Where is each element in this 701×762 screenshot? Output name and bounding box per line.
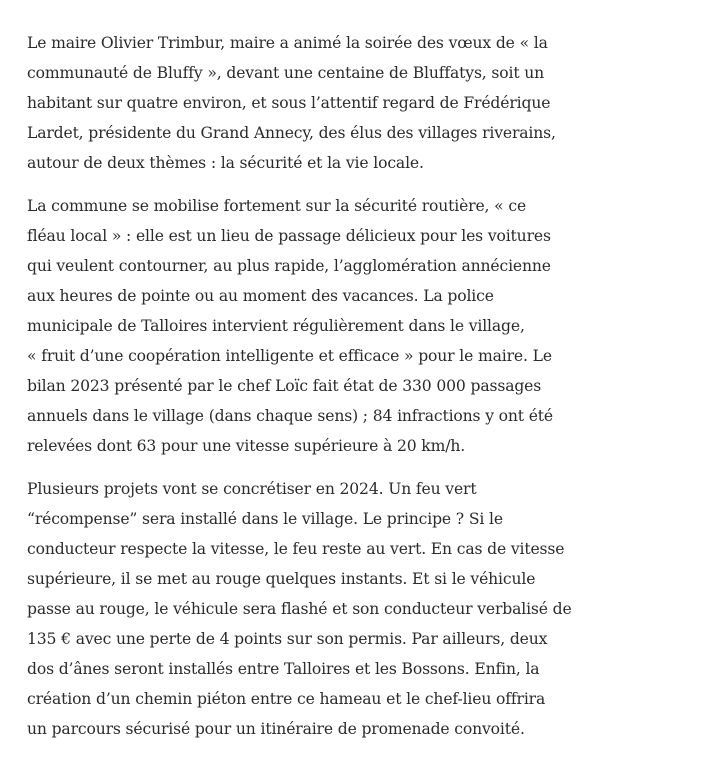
text-line: habitant sur quatre environ, et sous l’attentif regard de Frédérique	[27, 94, 551, 112]
text-line: autour de deux thèmes : la sécurité et la vie locale.	[27, 154, 424, 172]
text-line: 135 € avec une perte de 4 points sur son permis. Par ailleurs, deux	[27, 630, 548, 648]
text-line: création d’un chemin piéton entre ce hameau et le chef-lieu offrira	[27, 690, 546, 708]
text-line: conducteur respecte la vitesse, le feu reste au vert. En cas de vitesse	[27, 540, 565, 558]
article-body	[27, 28, 575, 757]
text-line: municipale de Talloires intervient régulièrement dans le village,	[27, 317, 525, 335]
text-line: fléau local » : elle est un lieu de passage délicieux pour les voitures	[27, 227, 551, 245]
text-line: annuels dans le village (dans chaque sens) ; 84 infractions y ont été	[27, 407, 553, 425]
text-line: “récompense” sera installé dans le village. Le principe ? Si le	[27, 510, 503, 528]
text-line: communauté de Bluffy », devant une centaine de Bluffatys, soit un	[27, 64, 545, 82]
text-line: un parcours sécurisé pour un itinéraire de promenade convoité.	[27, 720, 525, 738]
text-line: La commune se mobilise fortement sur la sécurité routière, « ce	[27, 197, 527, 215]
text-line: Plusieurs projets vont se concrétiser en 2024. Un feu vert	[27, 480, 477, 498]
text-line: bilan 2023 présenté par le chef Loïc fait état de 330 000 passages	[27, 377, 542, 395]
text-line: supérieure, il se met au rouge quelques instants. Et si le véhicule	[27, 570, 536, 588]
text-line: « fruit d’une coopération intelligente et efficace » pour le maire. Le	[27, 347, 552, 365]
paragraph-projets-2024	[27, 474, 575, 744]
text-line: qui veulent contourner, au plus rapide, l’agglomération annécienne	[27, 257, 551, 275]
paragraph-securite-routiere	[27, 191, 575, 461]
text-line: dos d’ânes seront installés entre Talloires et les Bossons. Enfin, la	[27, 660, 540, 678]
text-line: Lardet, présidente du Grand Annecy, des élus des villages riverains,	[27, 124, 556, 142]
paragraph-voeux	[27, 28, 575, 178]
text-line: passe au rouge, le véhicule sera flashé et son conducteur verbalisé de	[27, 600, 572, 618]
text-line: relevées dont 63 pour une vitesse supérieure à 20 km/h.	[27, 437, 466, 455]
text-line: Le maire Olivier Trimbur, maire a animé la soirée des vœux de « la	[27, 34, 548, 52]
text-line: aux heures de pointe ou au moment des vacances. La police	[27, 287, 494, 305]
